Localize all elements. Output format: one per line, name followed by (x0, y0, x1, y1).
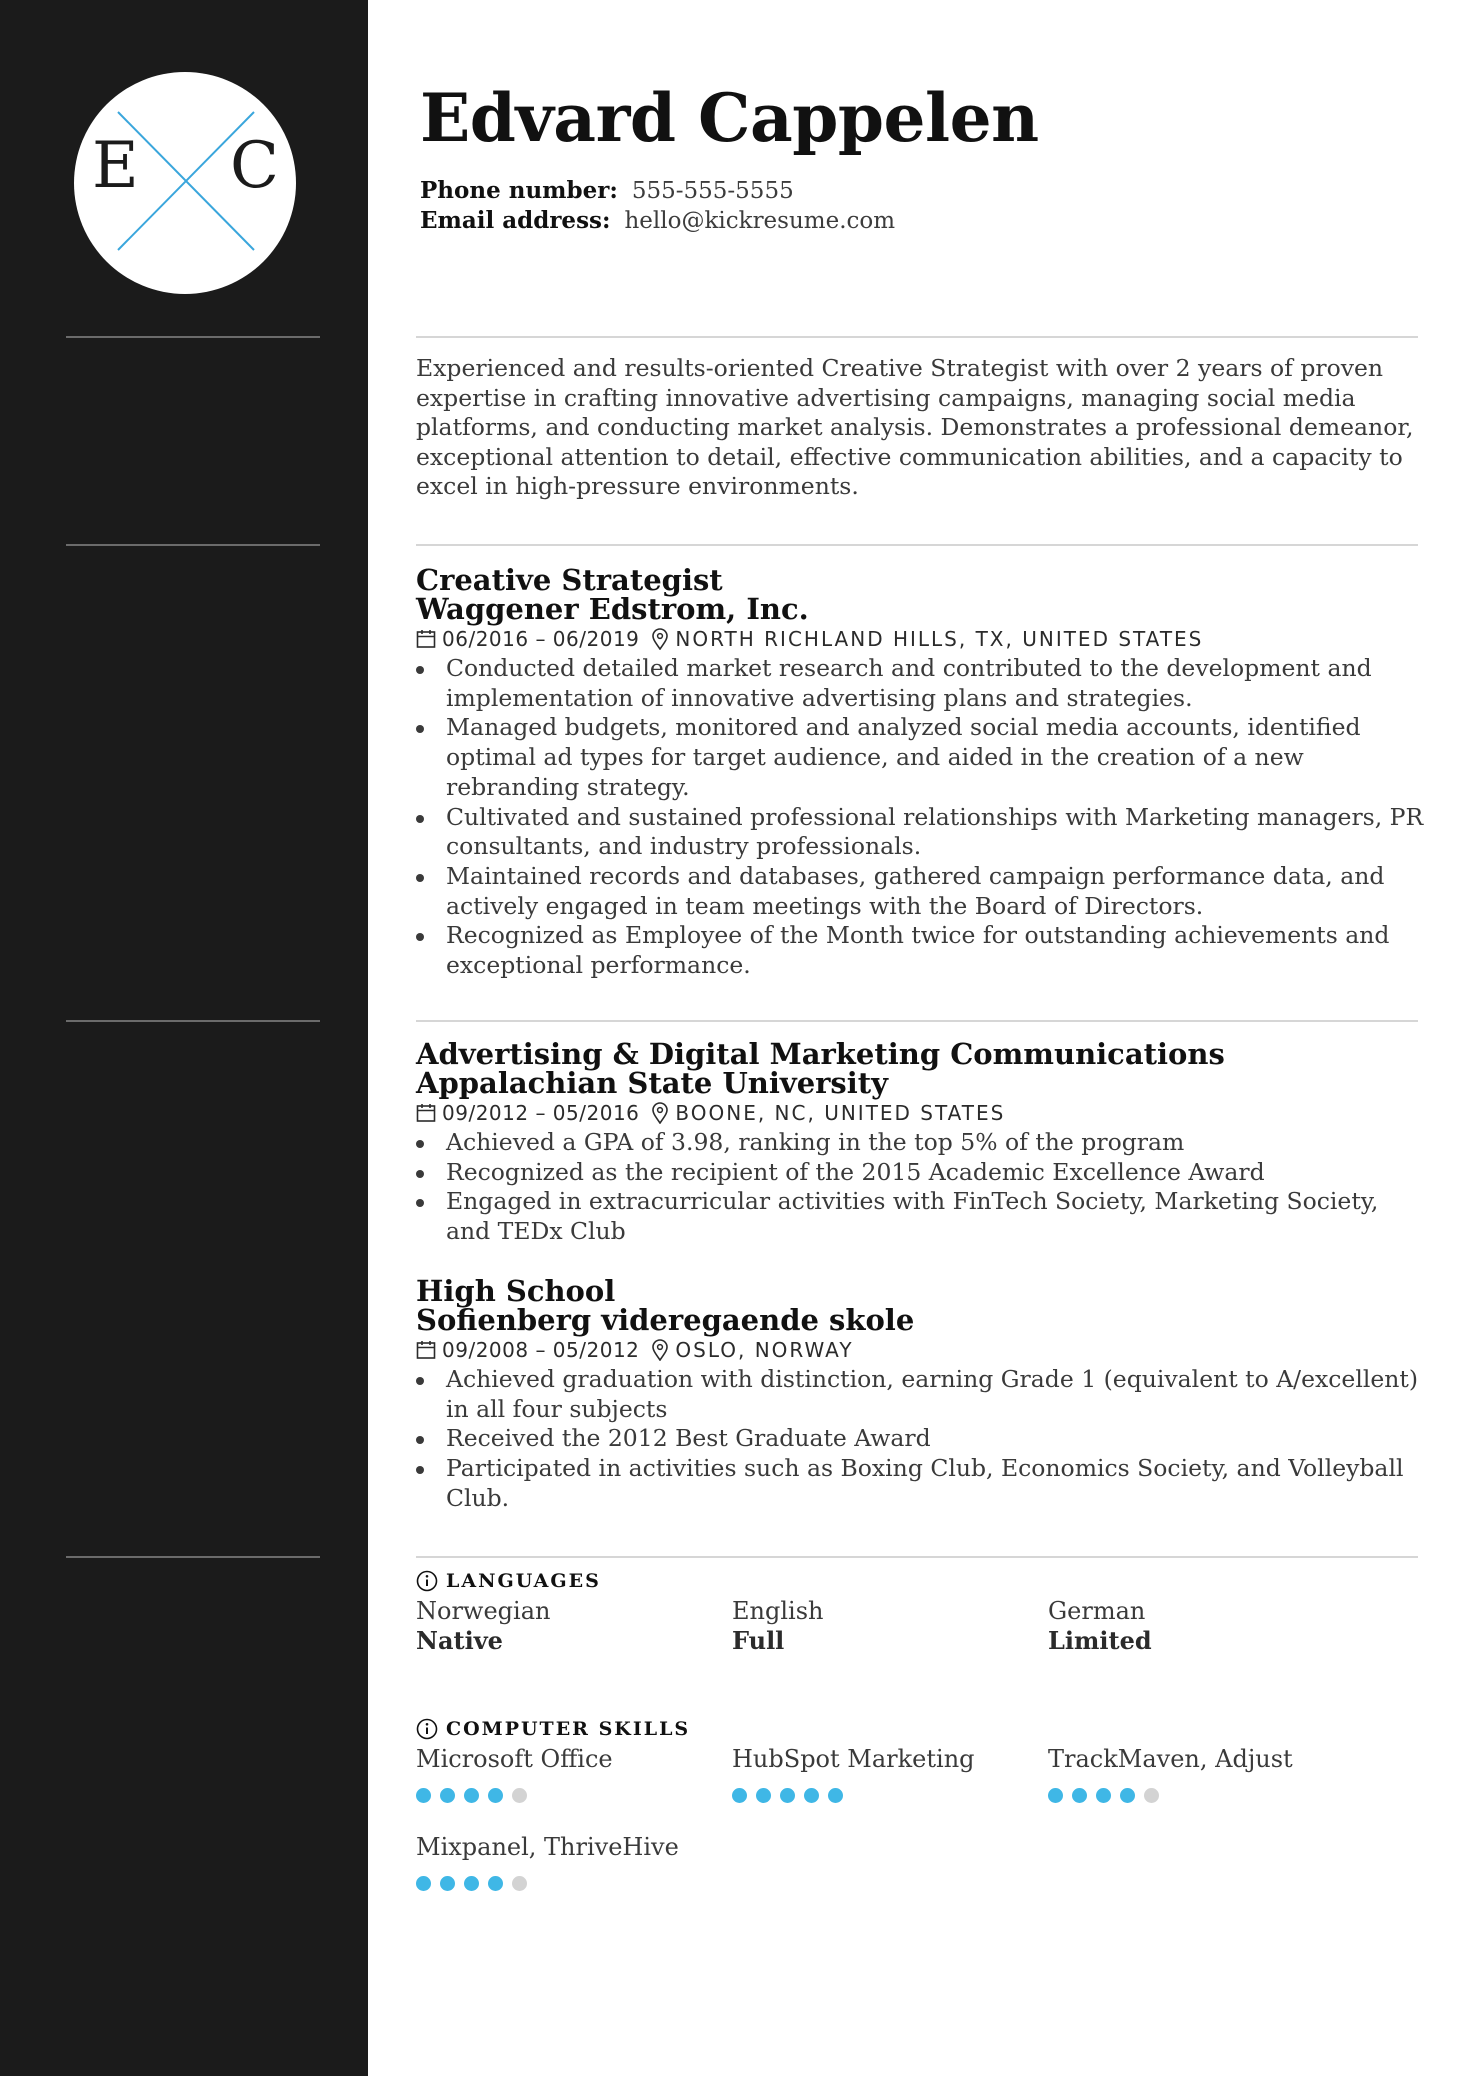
language-item (1048, 1596, 1348, 1656)
degree-title: High School (416, 1274, 616, 1308)
language-item (416, 1596, 716, 1656)
rating-dot-filled (440, 1876, 455, 1891)
rating-dot-filled (1120, 1788, 1135, 1803)
degree-title: Advertising & Digital Marketing Communications (416, 1037, 1225, 1071)
email-label: Email address: (420, 207, 611, 234)
computer-skills-label: COMPUTER SKILLS (446, 1718, 691, 1740)
entry-meta (416, 1335, 1426, 1365)
map-pin-icon (651, 1102, 669, 1124)
rating-dot-filled (488, 1876, 503, 1891)
list-item: Cultivated and sustained professional relationships with Marketing managers, PR consultants, and industry professionals. (416, 803, 1426, 862)
computer-skills-heading (416, 1716, 690, 1742)
skill-rating (732, 1788, 1042, 1804)
skill-rating (416, 1876, 726, 1892)
rating-dot-filled (732, 1788, 747, 1803)
skill-name: HubSpot Marketing (732, 1745, 975, 1773)
email-value[interactable]: hello@kickresume.com (624, 208, 896, 234)
entry-dates: 09/2008 – 05/2012 (442, 1338, 640, 1362)
skill-name: TrackMaven, Adjust (1048, 1745, 1293, 1773)
list-item: Engaged in extracurricular activities with FinTech Society, Marketing Society, and TEDx Club (416, 1187, 1426, 1246)
entry-meta (416, 1098, 1426, 1128)
entry-bullets (416, 1128, 1426, 1247)
work-entry (416, 563, 1426, 981)
rating-dot-filled (488, 1788, 503, 1803)
section-divider (416, 544, 1418, 546)
entry-location: OSLO, NORWAY (675, 1338, 854, 1362)
sidebar-divider (66, 1020, 320, 1022)
school-name: Sofienberg videregaende skole (416, 1303, 915, 1337)
rating-dot-filled (440, 1788, 455, 1803)
entry-meta (416, 624, 1426, 654)
rating-dot-empty (1144, 1788, 1159, 1803)
language-name: English (732, 1597, 824, 1625)
languages-heading (416, 1568, 601, 1594)
profile-summary: Experienced and results-oriented Creative Strategist with over 2 years of proven expertise in crafting innovative advertising campaigns, managing social media platforms, and conducting market analysis. Demonstrates a professional demeanor, exceptional attention to detail, effective communication abilities, and a capacity to excel in high-pressure environments. (416, 354, 1414, 500)
sidebar (0, 0, 368, 2076)
calendar-icon (416, 1340, 436, 1360)
monogram-initial-left: E (92, 129, 139, 203)
rating-dot-filled (780, 1788, 795, 1803)
list-item: Maintained records and databases, gathered campaign performance data, and actively engaged in team meetings with the Board of Directors. (416, 862, 1426, 921)
sidebar-divider (66, 544, 320, 546)
monogram-initial-right: C (230, 129, 279, 203)
language-level: Limited (1048, 1626, 1152, 1655)
education-entry (416, 1037, 1426, 1247)
section-divider (416, 1020, 1418, 1022)
phone-value: 555-555-5555 (631, 178, 794, 204)
contact-phone (420, 176, 794, 206)
skill-name: Mixpanel, ThriveHive (416, 1833, 679, 1861)
list-item: Recognized as the recipient of the 2015 Academic Excellence Award (416, 1158, 1426, 1188)
list-item: Participated in activities such as Boxing Club, Economics Society, and Volleyball Club. (416, 1454, 1426, 1513)
list-item: Achieved graduation with distinction, earning Grade 1 (equivalent to A/excellent) in all four subjects (416, 1365, 1426, 1424)
list-item: Received the 2012 Best Graduate Award (416, 1424, 1426, 1454)
contact-email (420, 206, 895, 236)
phone-label: Phone number: (420, 177, 618, 204)
list-item: Conducted detailed market research and contributed to the development and implementation of innovative advertising plans and strategies. (416, 654, 1426, 713)
skill-rating (416, 1788, 726, 1804)
rating-dot-filled (1096, 1788, 1111, 1803)
list-item: Managed budgets, monitored and analyzed social media accounts, identified optimal ad types for target audience, and aided in the creation of a new rebranding strategy. (416, 713, 1426, 802)
section-divider (416, 1556, 1418, 1558)
language-level: Full (732, 1626, 785, 1655)
language-name: Norwegian (416, 1597, 551, 1625)
list-item: Recognized as Employee of the Month twice for outstanding achievements and exceptional performance. (416, 921, 1426, 980)
employer: Waggener Edstrom, Inc. (416, 592, 809, 626)
candidate-name: Edvard Cappelen (420, 79, 1039, 157)
language-level: Native (416, 1626, 503, 1655)
skill-rating (1048, 1788, 1358, 1804)
map-pin-icon (651, 628, 669, 650)
entry-dates: 09/2012 – 05/2016 (442, 1101, 640, 1125)
list-item: Achieved a GPA of 3.98, ranking in the top 5% of the program (416, 1128, 1426, 1158)
rating-dot-filled (1048, 1788, 1063, 1803)
calendar-icon (416, 1103, 436, 1123)
rating-dot-filled (828, 1788, 843, 1803)
rating-dot-empty (512, 1788, 527, 1803)
section-divider (416, 336, 1418, 338)
rating-dot-filled (464, 1788, 479, 1803)
sidebar-divider (66, 1556, 320, 1558)
school-name: Appalachian State University (416, 1066, 889, 1100)
entry-location: NORTH RICHLAND HILLS, TX, UNITED STATES (675, 627, 1204, 651)
rating-dot-filled (1072, 1788, 1087, 1803)
job-title: Creative Strategist (416, 563, 723, 597)
language-name: German (1048, 1597, 1146, 1625)
computer-skill-item (416, 1744, 726, 1804)
entry-location: BOONE, NC, UNITED STATES (675, 1101, 1006, 1125)
rating-dot-filled (416, 1788, 431, 1803)
rating-dot-filled (464, 1876, 479, 1891)
rating-dot-filled (416, 1876, 431, 1891)
rating-dot-empty (512, 1876, 527, 1891)
computer-skill-item (732, 1744, 1042, 1804)
skill-name: Microsoft Office (416, 1745, 613, 1773)
rating-dot-filled (756, 1788, 771, 1803)
calendar-icon (416, 629, 436, 649)
entry-bullets (416, 654, 1426, 981)
monogram (74, 72, 296, 294)
info-icon (416, 1718, 438, 1740)
languages-label: LANGUAGES (446, 1570, 601, 1592)
entry-dates: 06/2016 – 06/2019 (442, 627, 640, 651)
language-item (732, 1596, 1032, 1656)
computer-skill-item (1048, 1744, 1358, 1804)
map-pin-icon (651, 1339, 669, 1361)
entry-bullets (416, 1365, 1426, 1514)
rating-dot-filled (804, 1788, 819, 1803)
info-icon (416, 1570, 438, 1592)
sidebar-divider (66, 336, 320, 338)
education-entry (416, 1274, 1426, 1514)
computer-skill-item (416, 1832, 726, 1892)
